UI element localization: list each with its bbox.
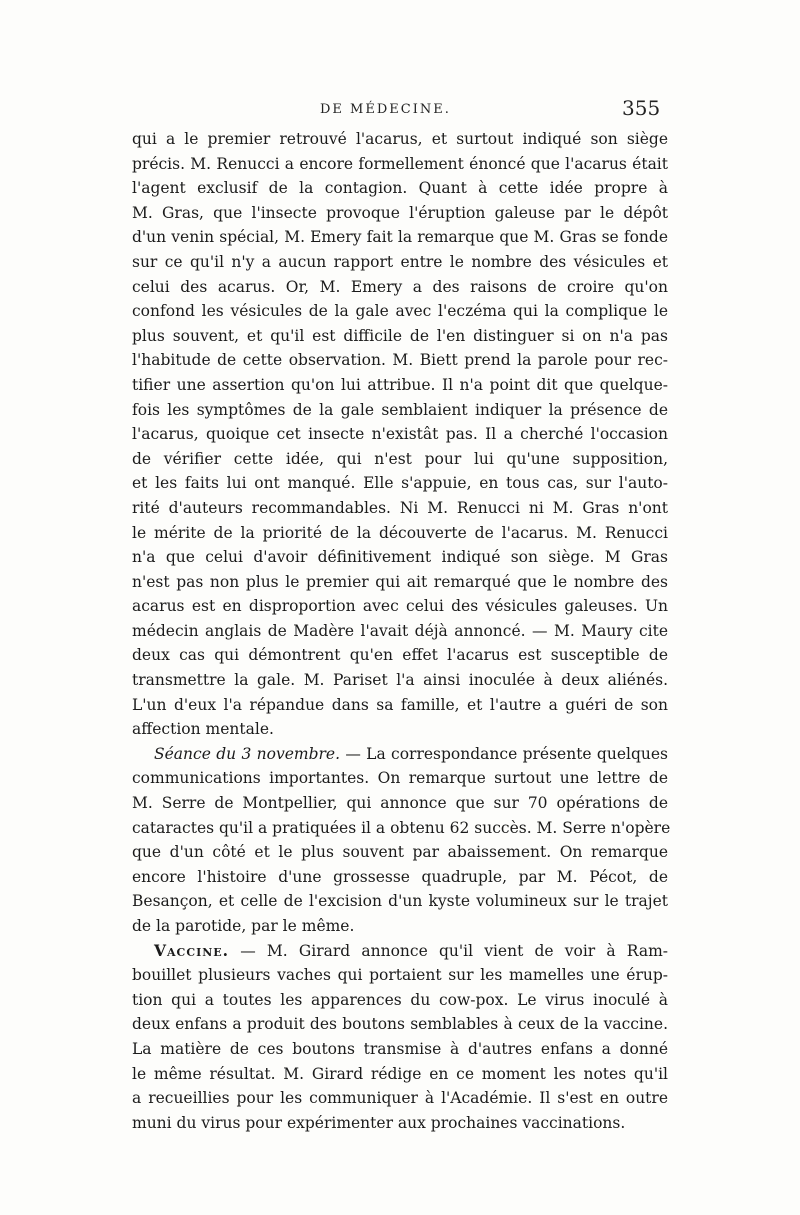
text-line: [132, 742, 668, 767]
text-line: M. Serre de Montpellier, qui annonce que sur 70 opérations de: [132, 794, 668, 813]
text-line: l'habitude de cette observation. M. Biett prend la parole pour rec-: [132, 351, 668, 370]
text-line: deux enfans a produit des boutons semblables à ceux de la vaccine.: [132, 1015, 668, 1034]
text-line: affection mentale.: [132, 720, 274, 739]
text-line: M. Gras, que l'insecte provoque l'éruption galeuse par le dépôt: [132, 203, 668, 222]
text-fragment: — M. Girard annonce qu'il vient de voir à Ram-: [229, 941, 668, 960]
text-line: acarus est en disproportion avec celui des vésicules galeuses. Un: [132, 597, 668, 616]
text-line: muni du virus pour expérimenter aux prochaines vaccinations.: [132, 1113, 626, 1132]
paragraph-vaccine: [132, 939, 668, 1136]
text-line: communications importantes. On remarque surtout une lettre de: [132, 769, 668, 788]
text-line: La matière de ces boutons transmise à d'autres enfans a donné: [132, 1039, 668, 1058]
text-line: tifier une assertion qu'on lui attribue. Il n'a point dit que quelque-: [132, 375, 668, 394]
text-line: [132, 939, 668, 964]
text-line: de la parotide, par le même.: [132, 917, 355, 935]
text-line: médecin anglais de Madère l'avait déjà annoncé. — M. Maury cite: [132, 621, 668, 640]
text-line: deux cas qui démontrent qu'en effet l'acarus est susceptible de: [132, 646, 668, 665]
text-line: bouillet plusieurs vaches qui portaient sur les mamelles une érup-: [132, 966, 668, 985]
text-line: transmettre la gale. M. Pariset l'a ainsi inoculée à deux aliénés.: [132, 671, 668, 690]
text-line: Besançon, et celle de l'excision d'un kyste volumineux sur le trajet: [132, 892, 668, 911]
text-line: et les faits lui ont manqué. Elle s'appuie, en tous cas, sur l'auto-: [132, 474, 668, 493]
text-line: d'un venin spécial, M. Emery fait la remarque que M. Gras se fonde: [132, 228, 668, 247]
text-line: confond les vésicules de la gale avec l'eczéma qui la complique le: [132, 302, 668, 321]
paragraph-acarus-discussion: [132, 127, 668, 742]
section-heading-vaccine: Vaccine.: [154, 940, 230, 960]
text-line: n'a que celui d'avoir définitivement indiqué son siège. M Gras: [132, 548, 668, 567]
text-line: a recueillies pour les communiquer à l'Académie. Il s'est en outre: [132, 1089, 668, 1108]
text-line: de vérifier cette idée, qui n'est pour lui qu'une supposition,: [132, 449, 668, 468]
paragraph-seance-3-novembre: [132, 742, 671, 939]
text-line: que d'un côté et le plus souvent par abaissement. On remarque: [132, 843, 668, 862]
page-number: 355: [622, 96, 661, 120]
text-line: encore l'histoire d'une grossesse quadruple, par M. Pécot, de: [132, 867, 668, 886]
text-line: cataractes qu'il a pratiquées il a obtenu 62 succès. M. Serre n'opère: [132, 818, 671, 837]
text-line: le même résultat. M. Girard rédige en ce moment les notes qu'il: [132, 1064, 668, 1083]
body-text: [132, 127, 671, 1135]
text-line: celui des acarus. Or, M. Emery a des raisons de croire qu'on: [132, 277, 668, 296]
text-line: précis. M. Renucci a encore formellement énoncé que l'acarus était: [132, 154, 668, 173]
text-line: rité d'auteurs recommandables. Ni M. Renucci ni M. Gras n'ont: [132, 498, 668, 517]
text-line: l'acarus, quoique cet insecte n'existât pas. Il a cherché l'occasion: [132, 425, 668, 444]
text-line: L'un d'eux l'a répandue dans sa famille, et l'autre a guéri de son: [132, 695, 668, 714]
text-line: l'agent exclusif de la contagion. Quant à cette idée propre à: [132, 179, 668, 198]
text-line: plus souvent, et qu'il est difficile de l'en distinguer si on n'a pas: [132, 326, 668, 345]
text-line: le mérite de la priorité de la découverte de l'acarus. M. Renucci: [132, 523, 668, 542]
running-head: [0, 96, 800, 124]
text-line: n'est pas non plus le premier qui ait remarqué que le nombre des: [132, 572, 668, 591]
text-line: qui a le premier retrouvé l'acarus, et surtout indiqué son siège: [132, 130, 668, 148]
running-title: DE MÉDECINE.: [320, 102, 451, 117]
text-line: tion qui a toutes les apparences du cow-pox. Le virus inoculé à: [132, 990, 668, 1009]
text-fragment: — La correspondance présente quelques: [340, 744, 668, 763]
text-line: fois les symptômes de la gale semblaient indiquer la présence de: [132, 400, 668, 419]
text-line: sur ce qu'il n'y a aucun rapport entre le nombre des vésicules et: [132, 252, 668, 271]
session-date-heading: Séance du 3 novembre.: [154, 744, 341, 763]
